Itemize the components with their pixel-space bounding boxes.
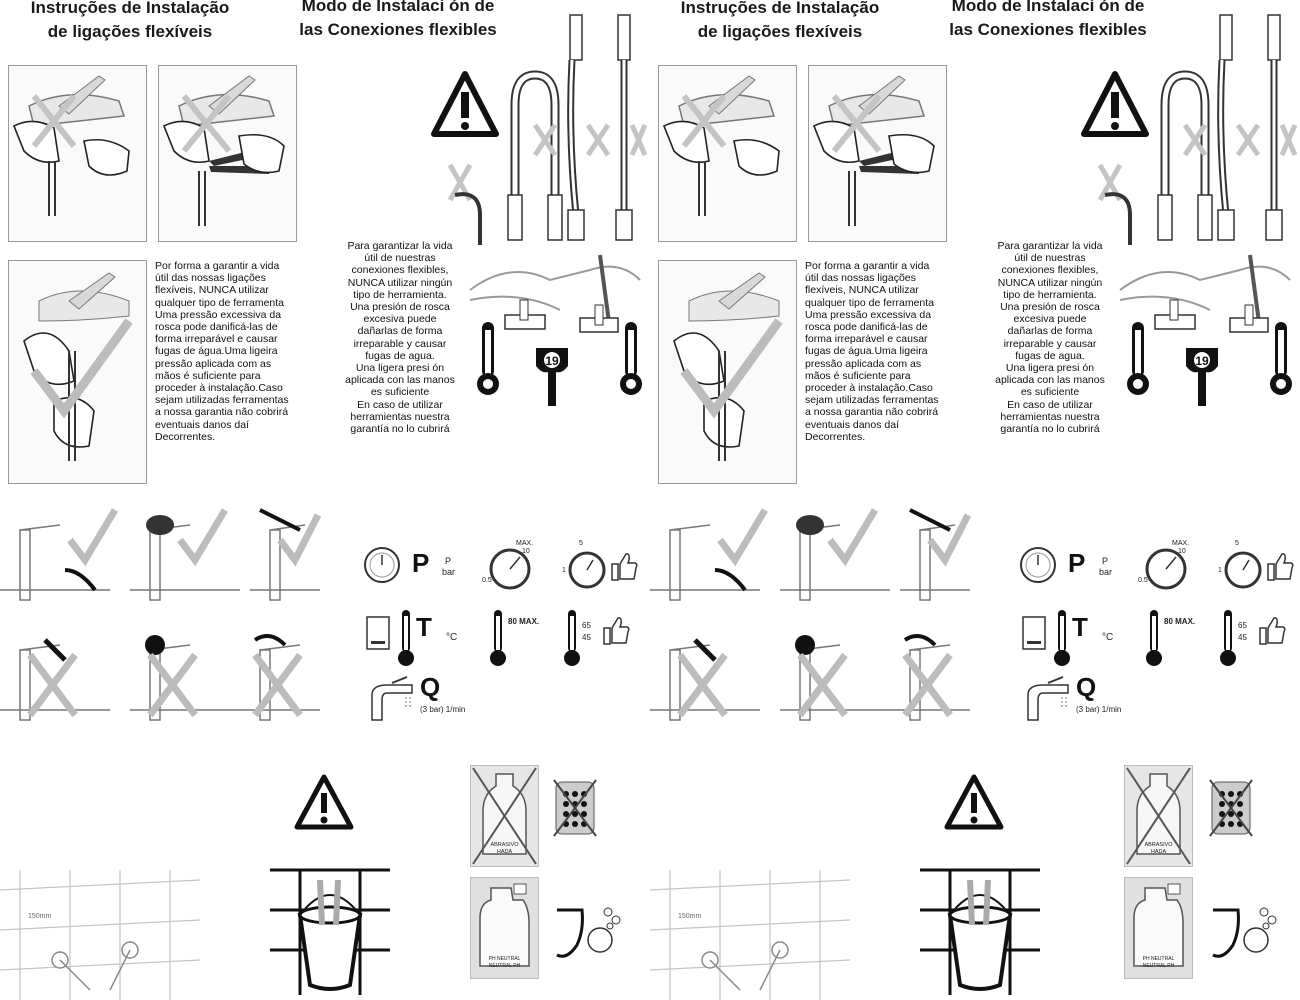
pt-line: mãos é suficiente para — [155, 369, 261, 382]
scouring-pad-prohibited-icon — [1208, 778, 1254, 838]
es-line: herramientas nuestra — [350, 410, 450, 423]
bucket-soak-drawing — [920, 865, 1040, 995]
es-line: herramientas nuestra — [1000, 410, 1100, 423]
es-line: garantía no lo cubrirá — [1000, 423, 1100, 436]
es-line: conexiones flexibles, — [1001, 264, 1099, 277]
pressure-letter: P — [412, 548, 430, 578]
thumbs-up-icon — [608, 550, 638, 582]
hot-thermometer-icon — [1268, 320, 1294, 400]
tile-measure-label: 150mm — [28, 913, 52, 920]
gauge-min-value: 0.5 — [1138, 577, 1148, 584]
es-warranty-text — [330, 240, 470, 435]
pt-line: Decorrentes. — [155, 430, 216, 443]
pliers-illustration — [158, 65, 297, 242]
pt-line: a nossa garantia não cobrirá — [805, 406, 939, 419]
es-line: dañarlas de forma — [1007, 325, 1093, 338]
es-line: Para garantizar la vida — [347, 240, 453, 252]
pt-line: mãos é suficiente para — [805, 369, 911, 382]
correct-install-illustration — [658, 260, 797, 484]
gauge-max-value: 10 — [522, 548, 530, 555]
correct-install-drawing — [659, 261, 796, 483]
pt-line: rosca pode danificá-las de — [155, 321, 278, 334]
pressure-letter: P — [1068, 548, 1086, 578]
faucet-flow-icon — [1018, 675, 1078, 725]
es-line: irreparable y causar — [1003, 337, 1097, 350]
pt-line: eventuais danos daí — [805, 418, 899, 431]
faucet-care-grid — [650, 500, 970, 730]
recommended-pressure-gauge-icon — [1223, 550, 1263, 590]
pt-line: forma irreparável e causar — [155, 333, 278, 346]
pt-line: pressão aplicada com as — [805, 357, 922, 370]
flow-letter: Q — [1076, 672, 1097, 702]
temperature-range-top: 65 — [1238, 621, 1247, 630]
max-temperature-thermometer-icon — [488, 608, 508, 668]
es-line: garantía no lo cubrirá — [350, 423, 450, 436]
recommended-pressure-gauge-icon — [567, 550, 607, 590]
pressure-unit-bottom: bar — [1099, 567, 1113, 577]
pt-line: fugas de água.Uma ligeira — [805, 345, 928, 358]
flexible-hoses-drawing — [440, 15, 650, 245]
neutral-label-2: NEUTRAL PH — [1142, 963, 1175, 969]
pressure-unit-bottom: bar — [442, 567, 456, 577]
pt-line: proceder à instalação.Caso — [805, 382, 933, 395]
abrasive-cleaner-prohibited — [1124, 765, 1193, 867]
care-warning-triangle-icon — [293, 773, 355, 831]
es-line: NUNCA utilizar ningún — [997, 276, 1103, 289]
pliers-drawing — [809, 66, 946, 241]
gauge-min-value: 0.5 — [482, 577, 492, 584]
es-line: En caso de utilizar — [357, 398, 443, 411]
neutral-label-2: NEUTRAL PH — [488, 963, 521, 969]
soft-cloth-hand-icon — [1208, 900, 1278, 970]
temperature-letter: T — [416, 612, 432, 642]
max-temperature-label: 80 MAX. — [508, 617, 540, 626]
pt-line: flexíveis, NUNCA utilizar — [155, 284, 269, 297]
es-line: útil de nuestras — [364, 252, 436, 265]
water-heater-icon — [1021, 615, 1047, 651]
gauge2-top-value: 5 — [579, 540, 583, 547]
pt-line: útil das nossas ligações — [155, 272, 266, 285]
max-temperature-label: 80 MAX. — [1164, 617, 1196, 626]
thumbs-up-temperature-icon — [1256, 614, 1286, 646]
es-line: excesiva puede — [1013, 313, 1087, 326]
pressure-unit-top: P — [1102, 556, 1109, 566]
es-line: es suficiente — [1020, 386, 1080, 399]
cold-thermometer-icon — [1125, 320, 1151, 400]
pt-line: qualquer tipo de ferramenta — [155, 296, 284, 309]
abrasive-label-2: HADA — [496, 849, 513, 855]
abrasive-label-2: HADA — [1150, 849, 1167, 855]
abrasive-label-1: ABRASIVO — [490, 842, 519, 848]
gauge2-left-value: 1 — [1218, 567, 1222, 574]
wrench-size-label: 19 — [1195, 354, 1209, 368]
es-line: dañarlas de forma — [357, 325, 443, 338]
es-line: Una ligera presi ón — [1005, 362, 1095, 375]
temperature-letter: T — [1072, 612, 1088, 642]
pt-line: Uma pressão excessiva da — [805, 308, 932, 321]
pt-warranty-text — [805, 260, 950, 443]
es-line: irreparable y causar — [353, 337, 447, 350]
pt-line: rosca pode danificá-las de — [805, 321, 928, 334]
pt-line: a nossa garantia não cobrirá — [155, 406, 289, 419]
pt-line: eventuais danos daí — [155, 418, 249, 431]
es-line: Para garantizar la vida — [997, 240, 1103, 252]
pressure-gauge-icon — [1018, 545, 1058, 585]
pt-line: Decorrentes. — [805, 430, 866, 443]
correct-install-illustration — [8, 260, 147, 484]
hot-thermometer-icon — [618, 320, 644, 400]
soft-cloth-hand-icon — [552, 900, 622, 970]
pt-warranty-text — [155, 260, 300, 443]
es-warranty-text — [980, 240, 1120, 435]
es-line: Una ligera presi ón — [355, 362, 445, 375]
water-heater-icon — [365, 615, 391, 651]
title-pt-line1: Instruções de Instalação — [30, 0, 230, 17]
hand-tighten-illustration — [658, 65, 797, 242]
flow-unit: (3 bar) 1/min — [420, 705, 466, 714]
temperature-unit: °C — [1102, 632, 1114, 643]
wrench-size-label: 19 — [545, 354, 559, 368]
es-line: aplicada con las manos — [995, 374, 1105, 387]
gauge-max-label: MAX. — [516, 540, 534, 547]
temperature-range-bottom: 45 — [1238, 633, 1247, 642]
es-line: Una presión de rosca — [350, 301, 450, 314]
es-line: tipo de herramienta. — [353, 288, 447, 301]
gauge-max-value: 10 — [1178, 548, 1186, 555]
pt-line: Por forma a garantir a vida — [805, 260, 930, 272]
neutral-cleaner-allowed — [1124, 877, 1193, 979]
gauge-max-label: MAX. — [1172, 540, 1190, 547]
instructions-sheet-right — [650, 0, 1300, 1000]
es-line: conexiones flexibles, — [351, 264, 449, 277]
wall-valve-drawing — [0, 870, 200, 1000]
title-es-line1: Modo de Instalaci ón de — [951, 0, 1145, 15]
title-pt-line1: Instruções de Instalação — [680, 0, 880, 17]
gauge2-top-value: 5 — [1235, 540, 1239, 547]
neutral-label-1: PH NEUTRAL — [1142, 956, 1175, 962]
hand-tighten-drawing — [9, 66, 146, 241]
wall-valve-drawing — [650, 870, 850, 1000]
gauge2-left-value: 1 — [562, 567, 566, 574]
es-line: tipo de herramienta. — [1003, 288, 1097, 301]
es-line: fugas de agua. — [1015, 349, 1085, 362]
scouring-pad-prohibited-icon — [552, 778, 598, 838]
neutral-label-1: PH NEUTRAL — [488, 956, 521, 962]
correct-install-drawing — [9, 261, 146, 483]
es-line: es suficiente — [370, 386, 430, 399]
pt-line: sejam utilizadas ferramentas — [155, 394, 289, 407]
pt-line: Uma pressão excessiva da — [155, 308, 282, 321]
care-warning-triangle-icon — [943, 773, 1005, 831]
title-es-line2: las Conexiones flexibles — [299, 20, 497, 39]
pt-line: Por forma a garantir a vida — [155, 260, 280, 272]
pt-line: fugas de água.Uma ligeira — [155, 345, 278, 358]
pt-line: sejam utilizadas ferramentas — [805, 394, 939, 407]
title-es-line1: Modo de Instalaci ón de — [301, 0, 495, 15]
es-line: fugas de agua. — [365, 349, 435, 362]
neutral-cleaner-allowed — [470, 877, 539, 979]
pt-line: útil das nossas ligações — [805, 272, 916, 285]
es-line: excesiva puede — [363, 313, 437, 326]
title-pt-line2: de ligações flexíveis — [47, 22, 213, 41]
pliers-illustration — [808, 65, 947, 242]
title-pt — [0, 0, 260, 44]
title-pt-copy — [650, 0, 910, 44]
abrasive-cleaner-prohibited — [470, 765, 539, 867]
faucet-care-grid — [0, 500, 320, 730]
bucket-soak-drawing — [270, 865, 390, 995]
title-pt-line2: de ligações flexíveis — [697, 22, 863, 41]
es-line: aplicada con las manos — [345, 374, 455, 387]
thumbs-up-icon — [1264, 550, 1294, 582]
flow-unit: (3 bar) 1/min — [1076, 705, 1122, 714]
temperature-unit: °C — [446, 632, 458, 643]
faucet-flow-icon — [362, 675, 422, 725]
es-line: En caso de utilizar — [1007, 398, 1093, 411]
recommended-temperature-thermometer-icon — [562, 608, 582, 668]
pt-line: qualquer tipo de ferramenta — [805, 296, 934, 309]
pressure-unit-top: P — [445, 556, 452, 566]
pliers-drawing — [159, 66, 296, 241]
es-line: NUNCA utilizar ningún — [347, 276, 453, 289]
tile-measure-label: 150mm — [678, 913, 702, 920]
pt-line: pressão aplicada com as — [155, 357, 272, 370]
cold-thermometer-icon — [475, 320, 501, 400]
abrasive-label-1: ABRASIVO — [1144, 842, 1173, 848]
es-line: Una presión de rosca — [1000, 301, 1100, 314]
hand-tighten-drawing — [659, 66, 796, 241]
es-line: útil de nuestras — [1014, 252, 1086, 265]
pt-line: proceder à instalação.Caso — [155, 382, 283, 395]
hand-tighten-illustration — [8, 65, 147, 242]
title-es-line2: las Conexiones flexibles — [949, 20, 1147, 39]
pt-line: flexíveis, NUNCA utilizar — [805, 284, 919, 297]
temperature-range-top: 65 — [582, 621, 591, 630]
pt-line: forma irreparável e causar — [805, 333, 928, 346]
pressure-gauge-icon — [362, 545, 402, 585]
temperature-thermometer-icon — [396, 608, 416, 668]
thumbs-up-temperature-icon — [600, 614, 630, 646]
recommended-temperature-thermometer-icon — [1218, 608, 1238, 668]
temperature-thermometer-icon — [1052, 608, 1072, 668]
max-temperature-thermometer-icon — [1144, 608, 1164, 668]
flow-letter: Q — [420, 672, 441, 702]
temperature-range-bottom: 45 — [582, 633, 591, 642]
flexible-hoses-drawing — [1090, 15, 1298, 245]
